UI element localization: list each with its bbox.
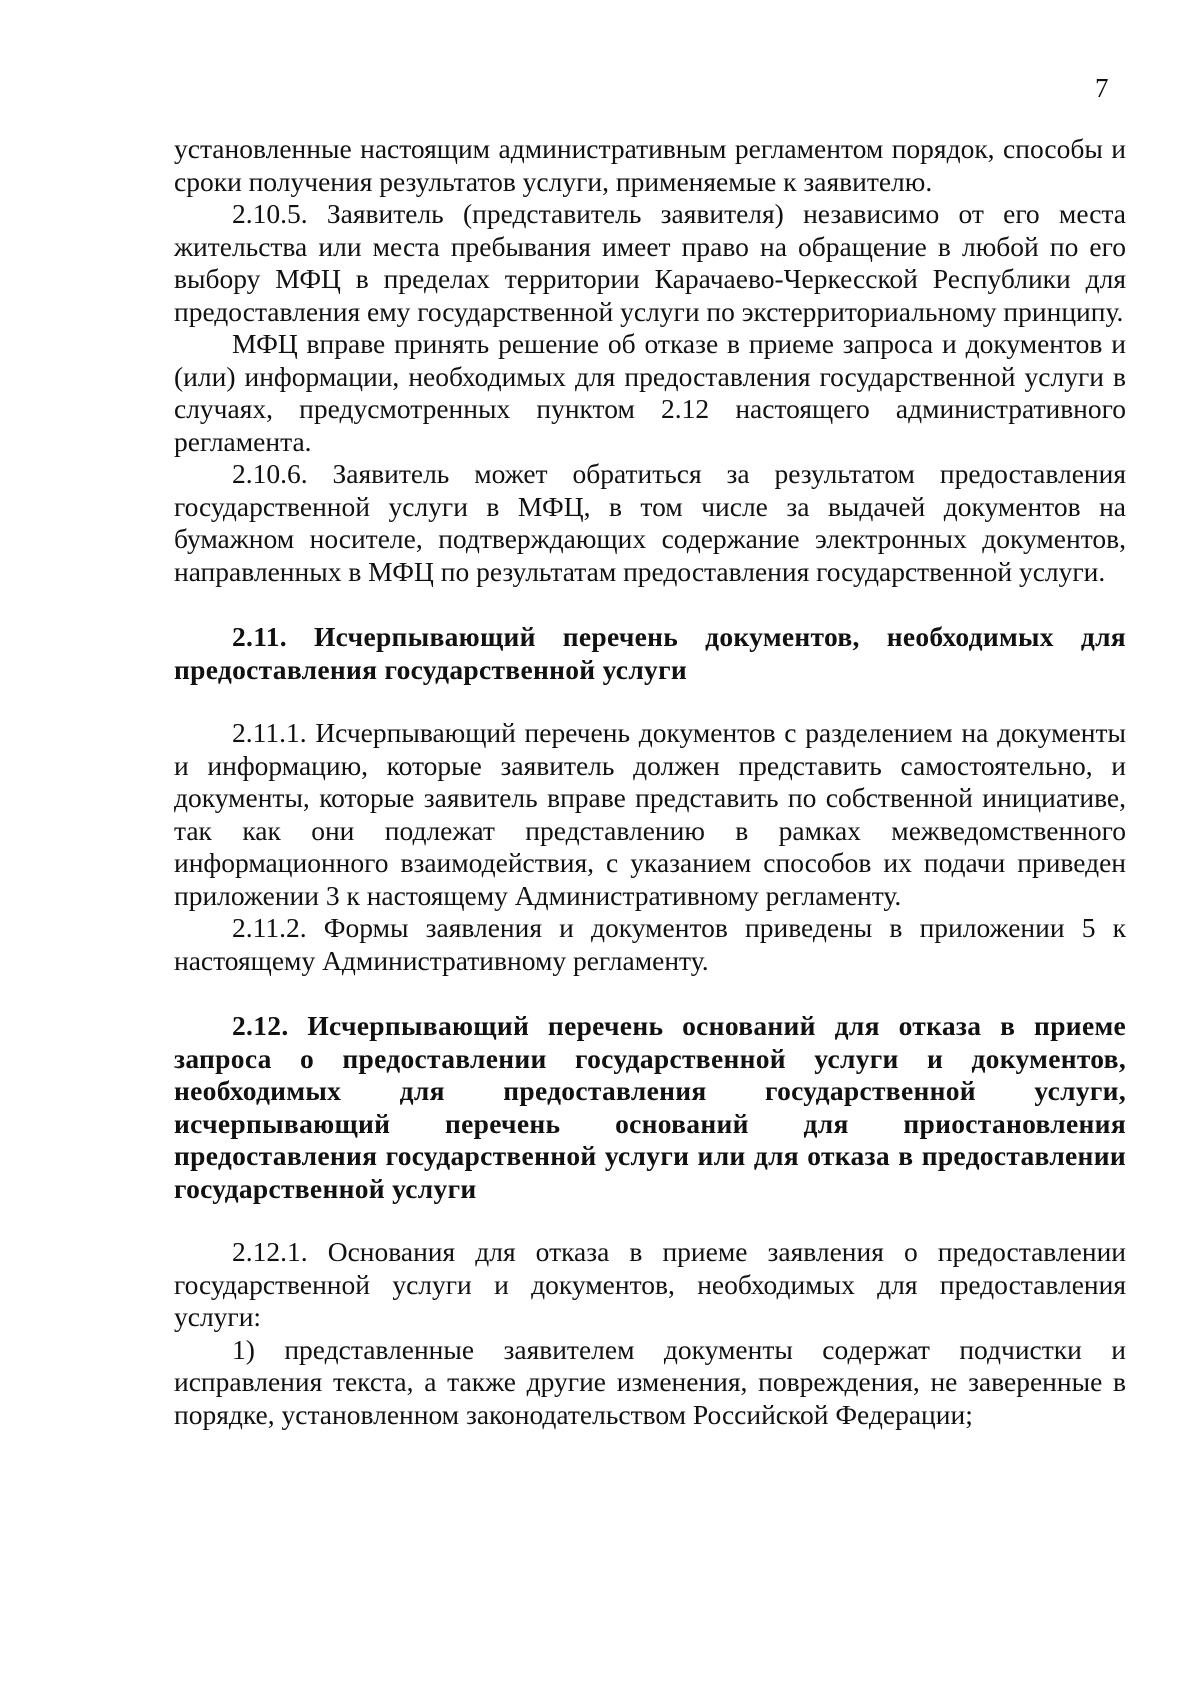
paragraph-2-11-2: 2.11.2. Формы заявления и документов приведены в приложении 5 к настоящему Административному регламенту. bbox=[174, 912, 1126, 976]
section-heading-2-12: 2.12. Исчерпывающий перечень оснований для отказа в приеме запроса о предоставлении государственной услуги и документов, необходимых для предоставления государственной услуги, исчерпывающий перечень оснований для приостановления предоставления государственной услуги или для отказа в предоставлении государственной услуги bbox=[174, 1010, 1126, 1204]
paragraph-2-10-5: 2.10.5. Заявитель (представитель заявителя) независимо от его места жительства или места пребывания имеет право на обращение в любой по его выбору МФЦ в пределах территории Карачаево-Черкесской Республики для предоставления ему государственной услуги по экстерриториальному принципу. bbox=[174, 198, 1126, 327]
paragraph-2-11-1: 2.11.1. Исчерпывающий перечень документов с разделением на документы и информацию, которые заявитель должен представить самостоятельно, и документы, которые заявитель вправе представить по собственной инициативе, так как они подлежат представлению в рамках межведомственного информационного взаимодействия, с указанием способов их подачи приведен приложении 3 к настоящему Административному регламенту. bbox=[174, 717, 1126, 911]
paragraph-2-12-1: 2.12.1. Основания для отказа в приеме заявления о предоставлении государственной услуги и документов, необходимых для предоставления услуги: bbox=[174, 1236, 1126, 1332]
paragraph-2-10-6: 2.10.6. Заявитель может обратиться за результатом предоставления государственной услуги в МФЦ, в том числе за выдачей документов на бумажном носителе, подтверждающих содержание электронных документов, направленных в МФЦ по результатам предоставления государственной услуги. bbox=[174, 458, 1126, 587]
page-number: 7 bbox=[1095, 73, 1109, 103]
list-item-1: 1) представленные заявителем документы содержат подчистки и исправления текста, а также другие изменения, повреждения, не заверенные в порядке, установленном законодательством Российской Федерации; bbox=[174, 1333, 1126, 1430]
section-heading-2-11: 2.11. Исчерпывающий перечень документов, необходимых для предоставления государственной услуги bbox=[174, 621, 1126, 685]
document-body bbox=[174, 133, 1126, 1431]
paragraph-continuation: установленные настоящим административным регламентом порядок, способы и сроки получения результатов услуги, применяемые к заявителю. bbox=[174, 133, 1126, 197]
paragraph-mfc-refusal: МФЦ вправе принять решение об отказе в приеме запроса и документов и (или) информации, необходимых для предоставления государственной услуги в случаях, предусмотренных пунктом 2.12 настоящего административного регламента. bbox=[174, 328, 1126, 457]
